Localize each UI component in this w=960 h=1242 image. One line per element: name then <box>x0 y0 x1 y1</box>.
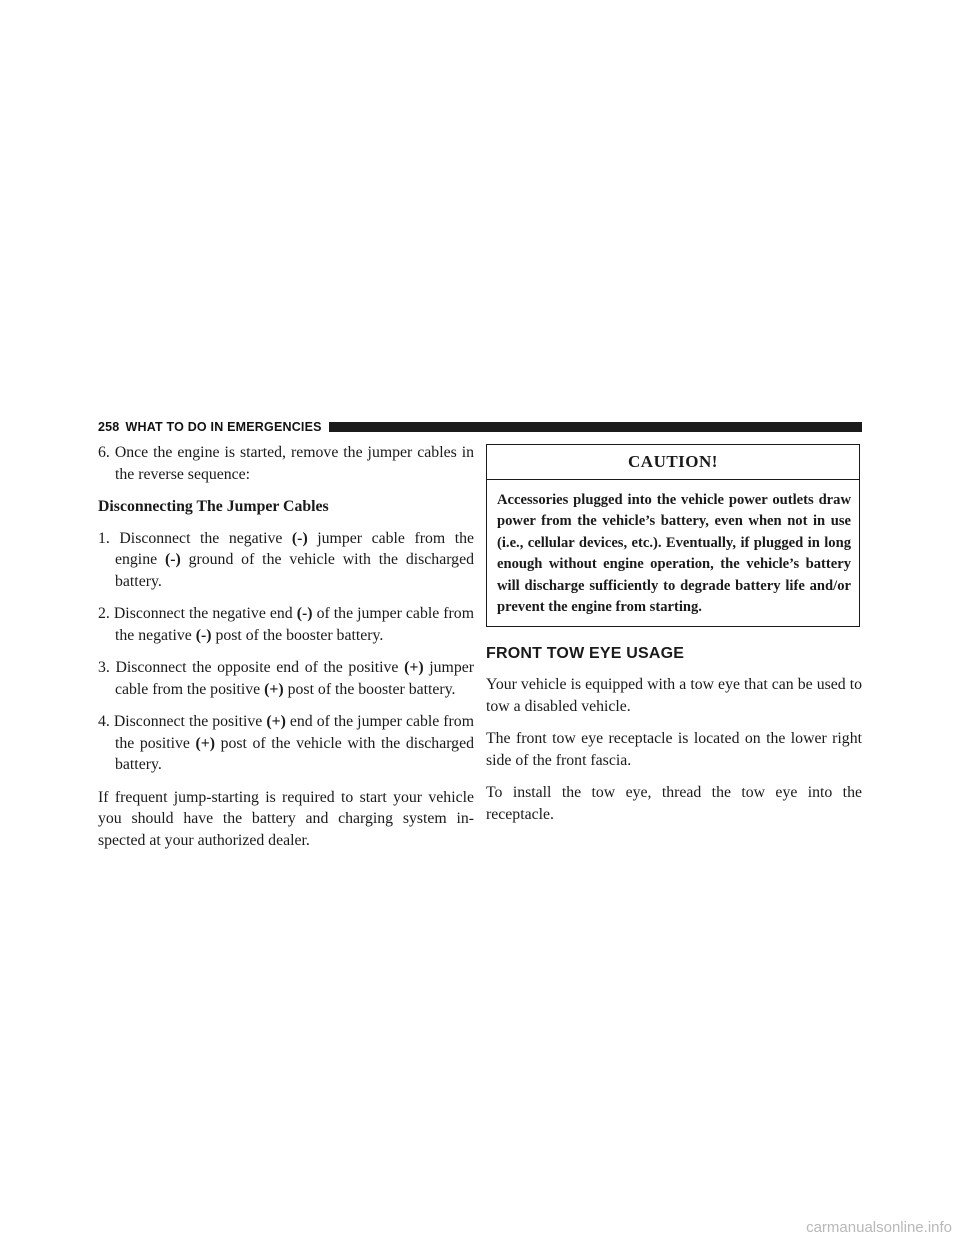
tow-eye-paragraph-1: Your vehicle is equipped with a tow eye that can be used to tow a disabled vehicle. <box>486 676 862 715</box>
tow-eye-paragraph-3: To install the tow eye, thread the tow eye into the receptacle. <box>486 784 862 823</box>
header-rule <box>329 422 862 432</box>
page-header <box>98 418 862 436</box>
caution-box <box>486 444 860 627</box>
closing-paragraph: If frequent jump-starting is required to start your vehicle you should have the battery and charging system in-spected at your authorized dealer. <box>98 788 474 849</box>
tow-eye-paragraph-2: The front tow eye receptacle is located on the lower right side of the front fascia. <box>486 730 862 769</box>
section-heading-tow-eye: FRONT TOW EYE USAGE <box>486 644 685 662</box>
step-3: 3. Disconnect the opposite end of the positive (+) jumper cable from the positive (+) post of the booster battery. <box>98 659 475 698</box>
step-4: 4. Disconnect the positive (+) end of the jumper cable from the positive (+) post of the vehicle with the discharged battery. <box>98 713 474 773</box>
step-2: 2. Disconnect the negative end (-) of the jumper cable from the negative (-) post of the booster battery. <box>98 605 474 644</box>
left-column <box>98 442 474 851</box>
section-title: WHAT TO DO IN EMERGENCIES <box>125 420 322 434</box>
caution-text: Accessories plugged into the vehicle power outlets draw power from the vehicle’s battery, even when not in use (i.e., cellular devices, etc.). Eventually, if plugged in long enough without engine operation, the vehicle’s battery will discharge sufficiently to degrade battery life and/or prevent the engine from starting. <box>497 491 851 615</box>
page-number: 258 <box>98 420 120 434</box>
right-column <box>486 444 862 836</box>
caution-title: CAUTION! <box>487 445 859 480</box>
watermark: carmanualsonline.info <box>806 1219 952 1236</box>
step-6: 6. Once the engine is started, remove the jumper cables in the reverse sequence: <box>98 444 474 483</box>
subheading-disconnecting: Disconnecting The Jumper Cables <box>98 498 329 515</box>
step-1: 1. Disconnect the negative (-) jumper cable from the engine (-) ground of the vehicle with the discharged battery. <box>98 529 474 590</box>
